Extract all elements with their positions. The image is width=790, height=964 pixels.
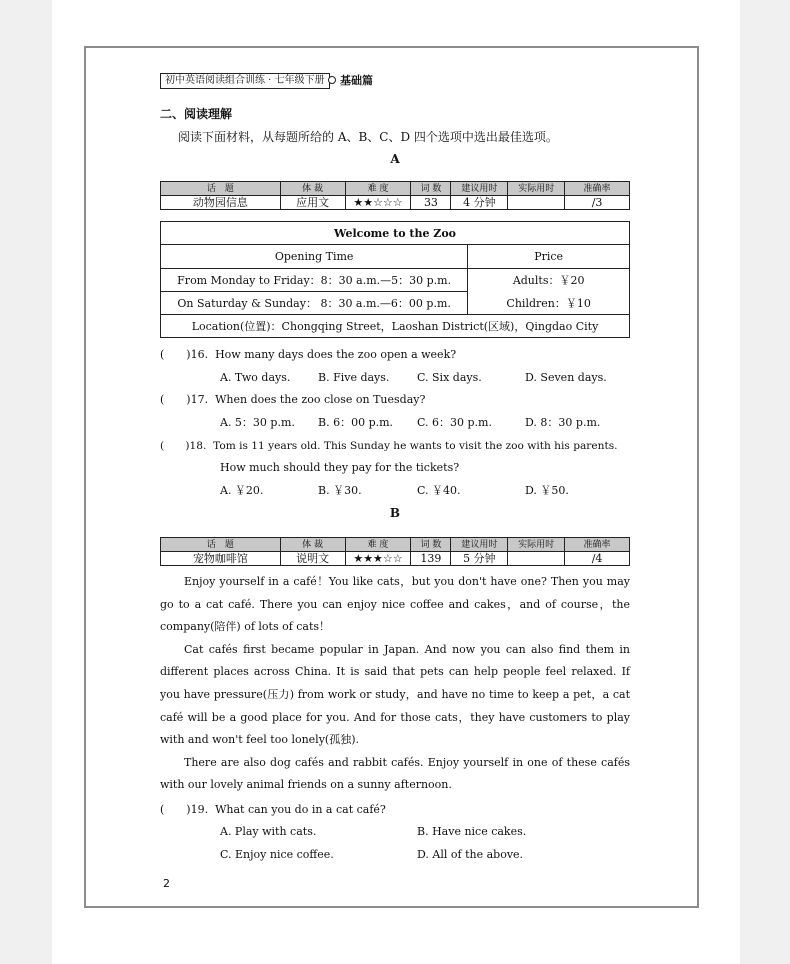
answer-blank[interactable]: ( ) (160, 393, 191, 406)
col-price: Price (468, 245, 630, 269)
col-opening-time: Opening Time (161, 245, 468, 269)
info-difficulty: ★★☆☆☆ (345, 196, 411, 210)
answer-blank[interactable]: ( ) (160, 348, 191, 361)
info-actual-time[interactable] (508, 196, 565, 210)
paragraph: Enjoy yourself in a café！You like cats，but you don't have one? Then you may go to a cat café. There you can enjoy nice coffee and cakes，and of course，the company(陪伴) of lots of cats！ (160, 575, 630, 634)
paragraph: There are also dog cafés and rabbit cafés. Enjoy yourself in one of these cafés with our lovely animal friends on a sunny afternoon. (160, 755, 630, 792)
passage-b-info-table (160, 537, 630, 566)
question-text-continued: How much should they pay for the tickets? (220, 461, 460, 474)
page-number: 2 (163, 877, 170, 890)
header-circle-icon (328, 76, 336, 84)
zoo-location: Location(位置)：Chongqing Street，Laoshan District(区域)，Qingdao City (161, 315, 630, 338)
question-16 (160, 347, 456, 363)
question-17 (160, 392, 425, 408)
info-header: 建议用时 (451, 538, 508, 552)
info-word-count: 139 (411, 552, 451, 566)
book-part: 基础篇 (340, 74, 373, 87)
option-a: A. 5：30 p.m. (220, 416, 295, 429)
info-accuracy: /3 (565, 196, 630, 210)
info-header: 准确率 (565, 182, 630, 196)
price-children: Children：￥10 (468, 292, 630, 315)
section-title: 二、阅读理解 (160, 107, 233, 121)
info-header: 体 裁 (280, 538, 345, 552)
info-topic: 动物园信息 (161, 196, 281, 210)
info-header: 难 度 (345, 182, 411, 196)
option-b: B. ￥30. (318, 484, 362, 497)
info-topic: 宠物咖啡馆 (161, 552, 281, 566)
option-c: C. Enjoy nice coffee. (220, 848, 334, 861)
info-header: 体 裁 (280, 182, 345, 196)
info-header: 实际用时 (508, 182, 565, 196)
price-adults: Adults：￥20 (468, 269, 630, 292)
question-number: 18. (189, 440, 207, 452)
info-word-count: 33 (411, 196, 451, 210)
option-a: A. Play with cats. (220, 825, 317, 838)
passage-a-letter: A (390, 152, 400, 166)
info-header: 话 题 (161, 538, 281, 552)
info-suggested-time: 5 分钟 (451, 552, 508, 566)
paragraph: Cat cafés first became popular in Japan. And now you can also find them in different places across China. It is said that pets can help people feel relaxed. If you have pressure(压力) from work or study，and have no time to keep a pet，a cat café will be a good place for you. And for those cats，they have customers to play with and won't feel too lonely(孤独). (160, 642, 630, 747)
info-header: 实际用时 (508, 538, 565, 552)
info-header: 词 数 (411, 538, 451, 552)
option-b: B. Have nice cakes. (417, 825, 527, 838)
passage-a-info-table (160, 181, 630, 210)
instruction: 阅读下面材料，从每题所给的 A、B、C、D 四个选项中选出最佳选项。 (178, 130, 558, 144)
option-a: A. Two days. (220, 371, 291, 384)
info-actual-time[interactable] (508, 552, 565, 566)
weekday-hours: From Monday to Friday：8：30 a.m.—5：30 p.m. (161, 269, 468, 292)
zoo-info-table (160, 221, 630, 338)
option-d: D. All of the above. (417, 848, 524, 861)
question-text: When does the zoo close on Tuesday? (215, 393, 426, 406)
option-c: C. ￥40. (417, 484, 461, 497)
info-header: 词 数 (411, 182, 451, 196)
question-number: 16. (190, 348, 209, 361)
option-c: C. 6：30 p.m. (417, 416, 492, 429)
answer-blank[interactable]: ( ) (160, 803, 191, 816)
question-text: Tom is 11 years old. This Sunday he wants to visit the zoo with his parents. (213, 440, 618, 452)
info-genre: 应用文 (280, 196, 345, 210)
info-header: 建议用时 (451, 182, 508, 196)
zoo-title: Welcome to the Zoo (161, 222, 630, 245)
question-18 (160, 438, 630, 454)
info-accuracy: /4 (565, 552, 630, 566)
question-text: What can you do in a cat café? (215, 803, 386, 816)
question-text: How many days does the zoo open a week? (215, 348, 457, 361)
option-b: B. 6：00 p.m. (318, 416, 394, 429)
info-header: 准确率 (565, 538, 630, 552)
info-suggested-time: 4 分钟 (451, 196, 508, 210)
info-header: 难 度 (345, 538, 411, 552)
question-number: 17. (190, 393, 209, 406)
option-c: C. Six days. (417, 371, 482, 384)
option-d: D. ￥50. (525, 484, 569, 497)
option-d: D. 8：30 p.m. (525, 416, 601, 429)
option-a: A. ￥20. (220, 484, 264, 497)
passage-b-body (160, 571, 630, 797)
weekend-hours: On Saturday & Sunday： 8：30 a.m.—6：00 p.m. (161, 292, 468, 315)
question-19 (160, 802, 386, 818)
info-header: 话 题 (161, 182, 281, 196)
info-difficulty: ★★★☆☆ (345, 552, 411, 566)
info-genre: 说明文 (280, 552, 345, 566)
passage-b-letter: B (389, 506, 401, 520)
option-b: B. Five days. (318, 371, 390, 384)
answer-blank[interactable]: ( ) (160, 440, 190, 452)
question-number: 19. (190, 803, 209, 816)
option-d: D. Seven days. (525, 371, 607, 384)
book-title: 初中英语阅读组合训练 · 七年级下册 (165, 75, 325, 86)
book-title-box (160, 73, 330, 89)
